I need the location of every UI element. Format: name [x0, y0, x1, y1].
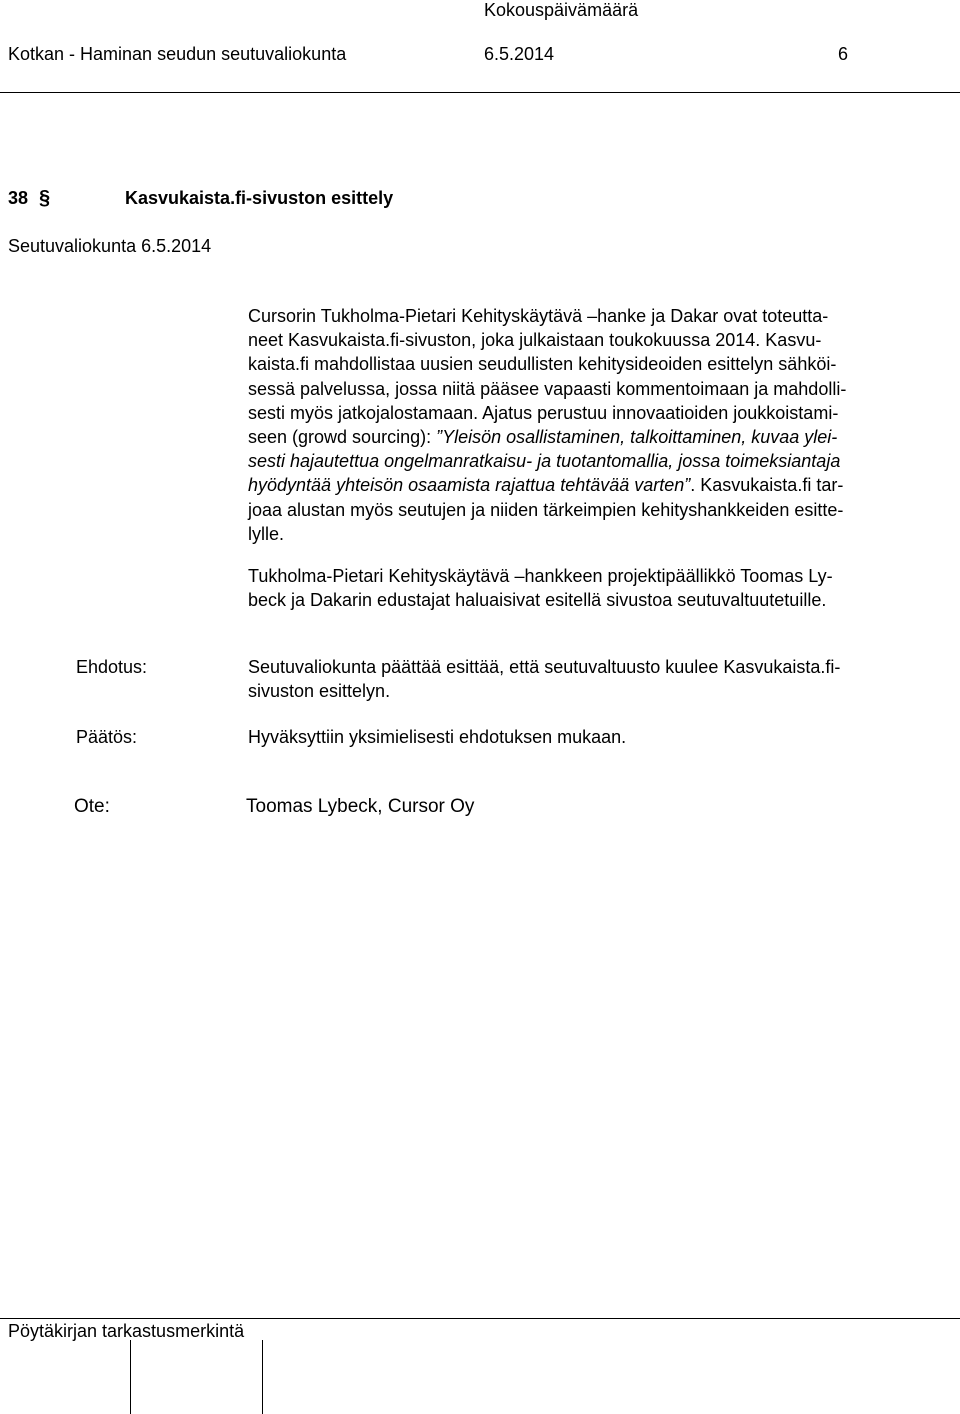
page-number: 6	[838, 44, 849, 64]
text-line	[248, 473, 928, 497]
decision-label: Päätös:	[76, 727, 138, 747]
quote-line: sesti hajautettua ongelmanratkaisu- ja tuotantomallia, jossa toimeksiantaja	[248, 451, 841, 472]
proposal-text	[248, 655, 840, 703]
meeting-reference: Seutuvaliokunta 6.5.2014	[8, 236, 212, 256]
quote-segment: hyödyntää yhteisön osaamista rajattua tehtävää varten”	[248, 475, 691, 496]
meeting-date-label: Kokouspäivämäärä	[484, 0, 639, 20]
text-line: Tukholma-Pietari Kehityskäytävä –hankkeen projektipäällikkö Toomas Ly-	[248, 566, 833, 586]
text-line: sivuston esittelyn.	[248, 681, 391, 702]
text-line: beck ja Dakarin edustajat haluaisivat esitellä sivustoa seutuvaltuutetuille.	[248, 590, 827, 611]
meeting-date: 6.5.2014	[484, 44, 555, 64]
signature-box-divider	[262, 1340, 263, 1414]
text-segment: . Kasvukaista.fi tar-	[690, 475, 844, 496]
text-line: Seutuvaliokunta päättää esittää, että seutuvaltuusto kuulee Kasvukaista.fi-	[248, 657, 841, 677]
minutes-verification-label: Pöytäkirjan tarkastusmerkintä	[8, 1321, 245, 1341]
body-paragraph-2	[248, 564, 928, 612]
text-line: kaista.fi mahdollistaa uusien seudullisten kehitysideoiden esittelyn sähköi-	[248, 354, 837, 375]
body-paragraph-1	[248, 304, 928, 546]
excerpt-recipient: Toomas Lybeck, Cursor Oy	[246, 796, 475, 817]
header-divider	[0, 92, 960, 93]
section-number: 38	[8, 188, 29, 208]
text-segment: seen (growd sourcing):	[248, 427, 437, 448]
svg-text:§: §	[39, 187, 51, 209]
excerpt-label: Ote:	[74, 796, 110, 817]
section-title: Kasvukaista.fi-sivuston esittely	[125, 188, 394, 208]
decision-text: Hyväksyttiin yksimielisesti ehdotuksen mukaan.	[248, 727, 627, 747]
quote-segment: ”Yleisön osallistaminen, talkoittaminen, kuvaa ylei-	[436, 427, 838, 448]
text-line: lylle.	[248, 523, 285, 544]
text-line: joaa alustan myös seutujen ja niiden tärkeimpien kehityshankkeiden esitte-	[248, 499, 844, 520]
proposal-label: Ehdotus:	[76, 657, 148, 677]
text-line	[248, 425, 928, 449]
text-line: sessä palvelussa, jossa niitä pääsee vapaasti kommentoimaan ja mahdolli-	[248, 378, 847, 399]
organization-name: Kotkan - Haminan seudun seutuvaliokunta	[8, 44, 347, 64]
text-line: sesti myös jatkojalostamaan. Ajatus perustuu innovaatioiden joukkoistami-	[248, 402, 839, 423]
text-line: neet Kasvukaista.fi-sivuston, joka julkaistaan toukokuussa 2014. Kasvu-	[248, 330, 822, 351]
section-sign-icon	[38, 183, 52, 211]
text-line: Cursorin Tukholma-Pietari Kehityskäytävä –hanke ja Dakar ovat toteutta-	[248, 306, 829, 326]
signature-box-divider	[130, 1340, 131, 1414]
